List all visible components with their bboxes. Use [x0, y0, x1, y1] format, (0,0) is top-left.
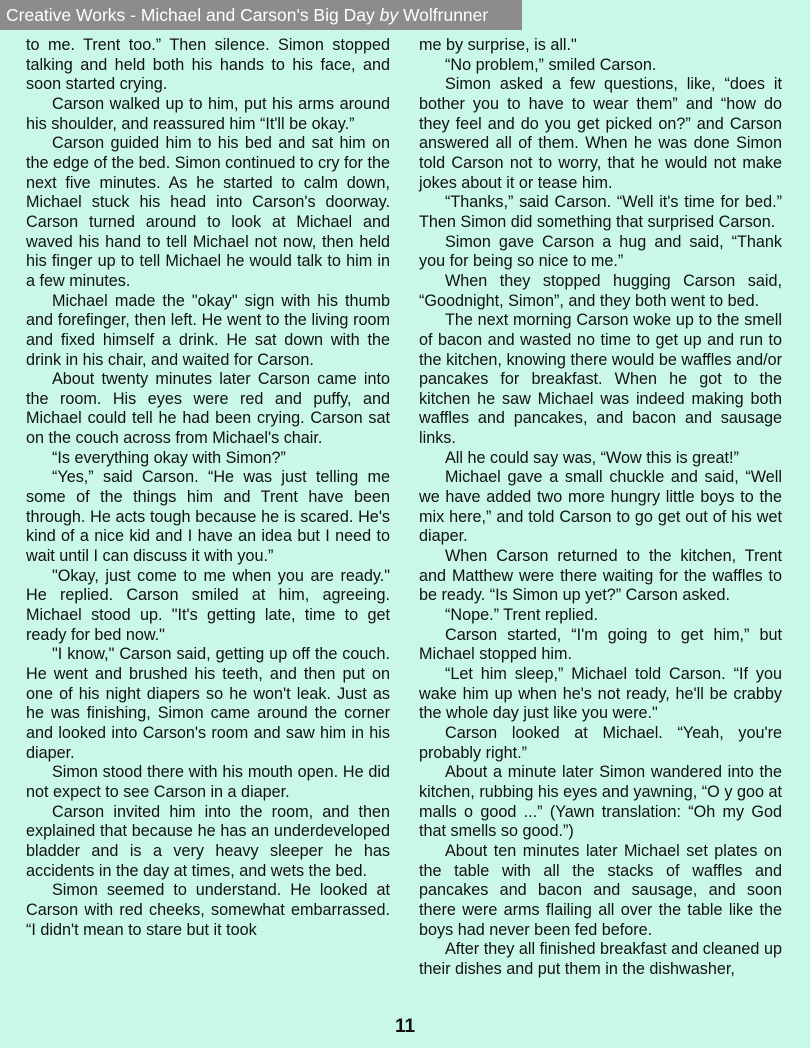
paragraph: “Let him sleep,” Michael told Carson. “If you wake him up when he's not ready, he'll be crabby the whole day just like you were." — [419, 665, 782, 723]
header-title: Creative Works - Michael and Carson's Big Day — [6, 5, 375, 25]
paragraph: About ten minutes later Michael set plates on the table with all the stacks of waffles and pancakes and bacon and sausage, and soon there were arms flailing all over the table like the boys had never been fed before. — [419, 841, 782, 939]
paragraph: When Carson returned to the kitchen, Trent and Matthew were there waiting for the waffles to be ready. “Is Simon up yet?” Carson asked. — [419, 547, 782, 605]
paragraph: Carson walked up to him, put his arms around his shoulder, and reassured him “It'll be okay.” — [26, 94, 390, 133]
paragraph: Carson invited him into the room, and then explained that because he has an underdeveloped bladder and is a very heavy sleeper he has accidents in the day at times, and wets the bed. — [26, 802, 390, 880]
paragraph: The next morning Carson woke up to the smell of bacon and wasted no time to get up and run to the kitchen, knowing there would be waffles and/or pancakes for breakfast. When he got to the kitchen he saw Michael was indeed making both waffles and pancakes, and bacon and sausage links. — [419, 311, 782, 448]
paragraph: “Yes,” said Carson. “He was just telling me some of the things him and Trent have been through. He acts tough because he is scared. He's kind of a nice kid and I have an idea but I need to wait until I can discuss it with you.” — [26, 468, 390, 566]
paragraph: Carson started, “I'm going to get him,” but Michael stopped him. — [419, 625, 782, 664]
page-header — [0, 0, 522, 30]
right-column — [419, 36, 782, 980]
paragraph: After they all finished breakfast and cleaned up their dishes and put them in the dishwasher, — [419, 940, 782, 978]
paragraph: “Thanks,” said Carson. “Well it's time for bed.” Then Simon did something that surprised Carson. — [419, 193, 782, 231]
paragraph: When they stopped hugging Carson said, “Goodnight, Simon”, and they both went to bed. — [419, 271, 782, 310]
paragraph: to me. Trent too.” Then silence. Simon stopped talking and held both his hands to his face, and soon started crying. — [26, 36, 390, 94]
paragraph: Michael made the "okay" sign with his thumb and forefinger, then left. He went to the living room and fixed himself a drink. He sat down with the drink in his chair, and waited for Carson. — [26, 291, 390, 369]
page-number: 11 — [394, 1016, 416, 1037]
paragraph: About twenty minutes later Carson came into the room. His eyes were red and puffy, and Michael could tell he had been crying. Carson sat on the couch across from Michael's chair. — [26, 370, 390, 448]
left-column — [26, 36, 390, 940]
paragraph: All he could say was, “Wow this is great!” — [445, 448, 739, 467]
paragraph: Carson guided him to his bed and sat him on the edge of the bed. Simon continued to cry for the next five minutes. As he started to calm down, Michael stuck his head into Carson's doorway. Carson turned around to look at Michael and waved his hand to tell Michael not now, then held his finger up to tell Michael he would talk to him in a few minutes. — [26, 134, 390, 290]
paragraph: Simon seemed to understand. He looked at Carson with red cheeks, somewhat embarrassed. “I didn't mean to stare but it took — [26, 881, 390, 939]
paragraph: About a minute later Simon wandered into the kitchen, rubbing his eyes and yawning, “O y goo at malls o good ...” (Yawn translation: “Oh my God that smells so good.”) — [419, 763, 782, 841]
paragraph: “No problem,” smiled Carson. — [445, 55, 657, 74]
paragraph: “Is everything okay with Simon?” — [52, 448, 286, 467]
paragraph: “Nope.” Trent replied. — [445, 606, 598, 625]
paragraph: "I know," Carson said, getting up off the couch. He went and brushed his teeth, and then put on one of his night diapers so he won't leak. Just as he was finishing, Simon came around the corner and looked into Carson's room and saw him in his diaper. — [26, 645, 390, 762]
header-by: by — [379, 5, 403, 25]
paragraph: Carson looked at Michael. “Yeah, you're probably right.” — [419, 723, 782, 762]
header-author: Wolfrunner — [402, 5, 489, 25]
paragraph: Simon stood there with his mouth open. He did not expect to see Carson in a diaper. — [26, 763, 390, 801]
paragraph: "Okay, just come to me when you are ready." He replied. Carson smiled at him, agreeing. Michael stood up. "It's getting late, time to get ready for bed now." — [26, 566, 390, 644]
paragraph: Michael gave a small chuckle and said, “Well we have added two more hungry little boys to the mix here,” and told Carson to go get out of his wet diaper. — [419, 468, 782, 546]
paragraph: Simon gave Carson a hug and said, “Thank you for being so nice to me.” — [419, 232, 782, 271]
paragraph: Simon asked a few questions, like, “does it bother you to have to wear them” and “how do they feel and do you get picked on?” and Carson answered all of them. When he was done Simon told Carson not to worry, that he would not make jokes about it or tease him. — [419, 75, 782, 192]
paragraph: me by surprise, is all." — [419, 36, 577, 54]
